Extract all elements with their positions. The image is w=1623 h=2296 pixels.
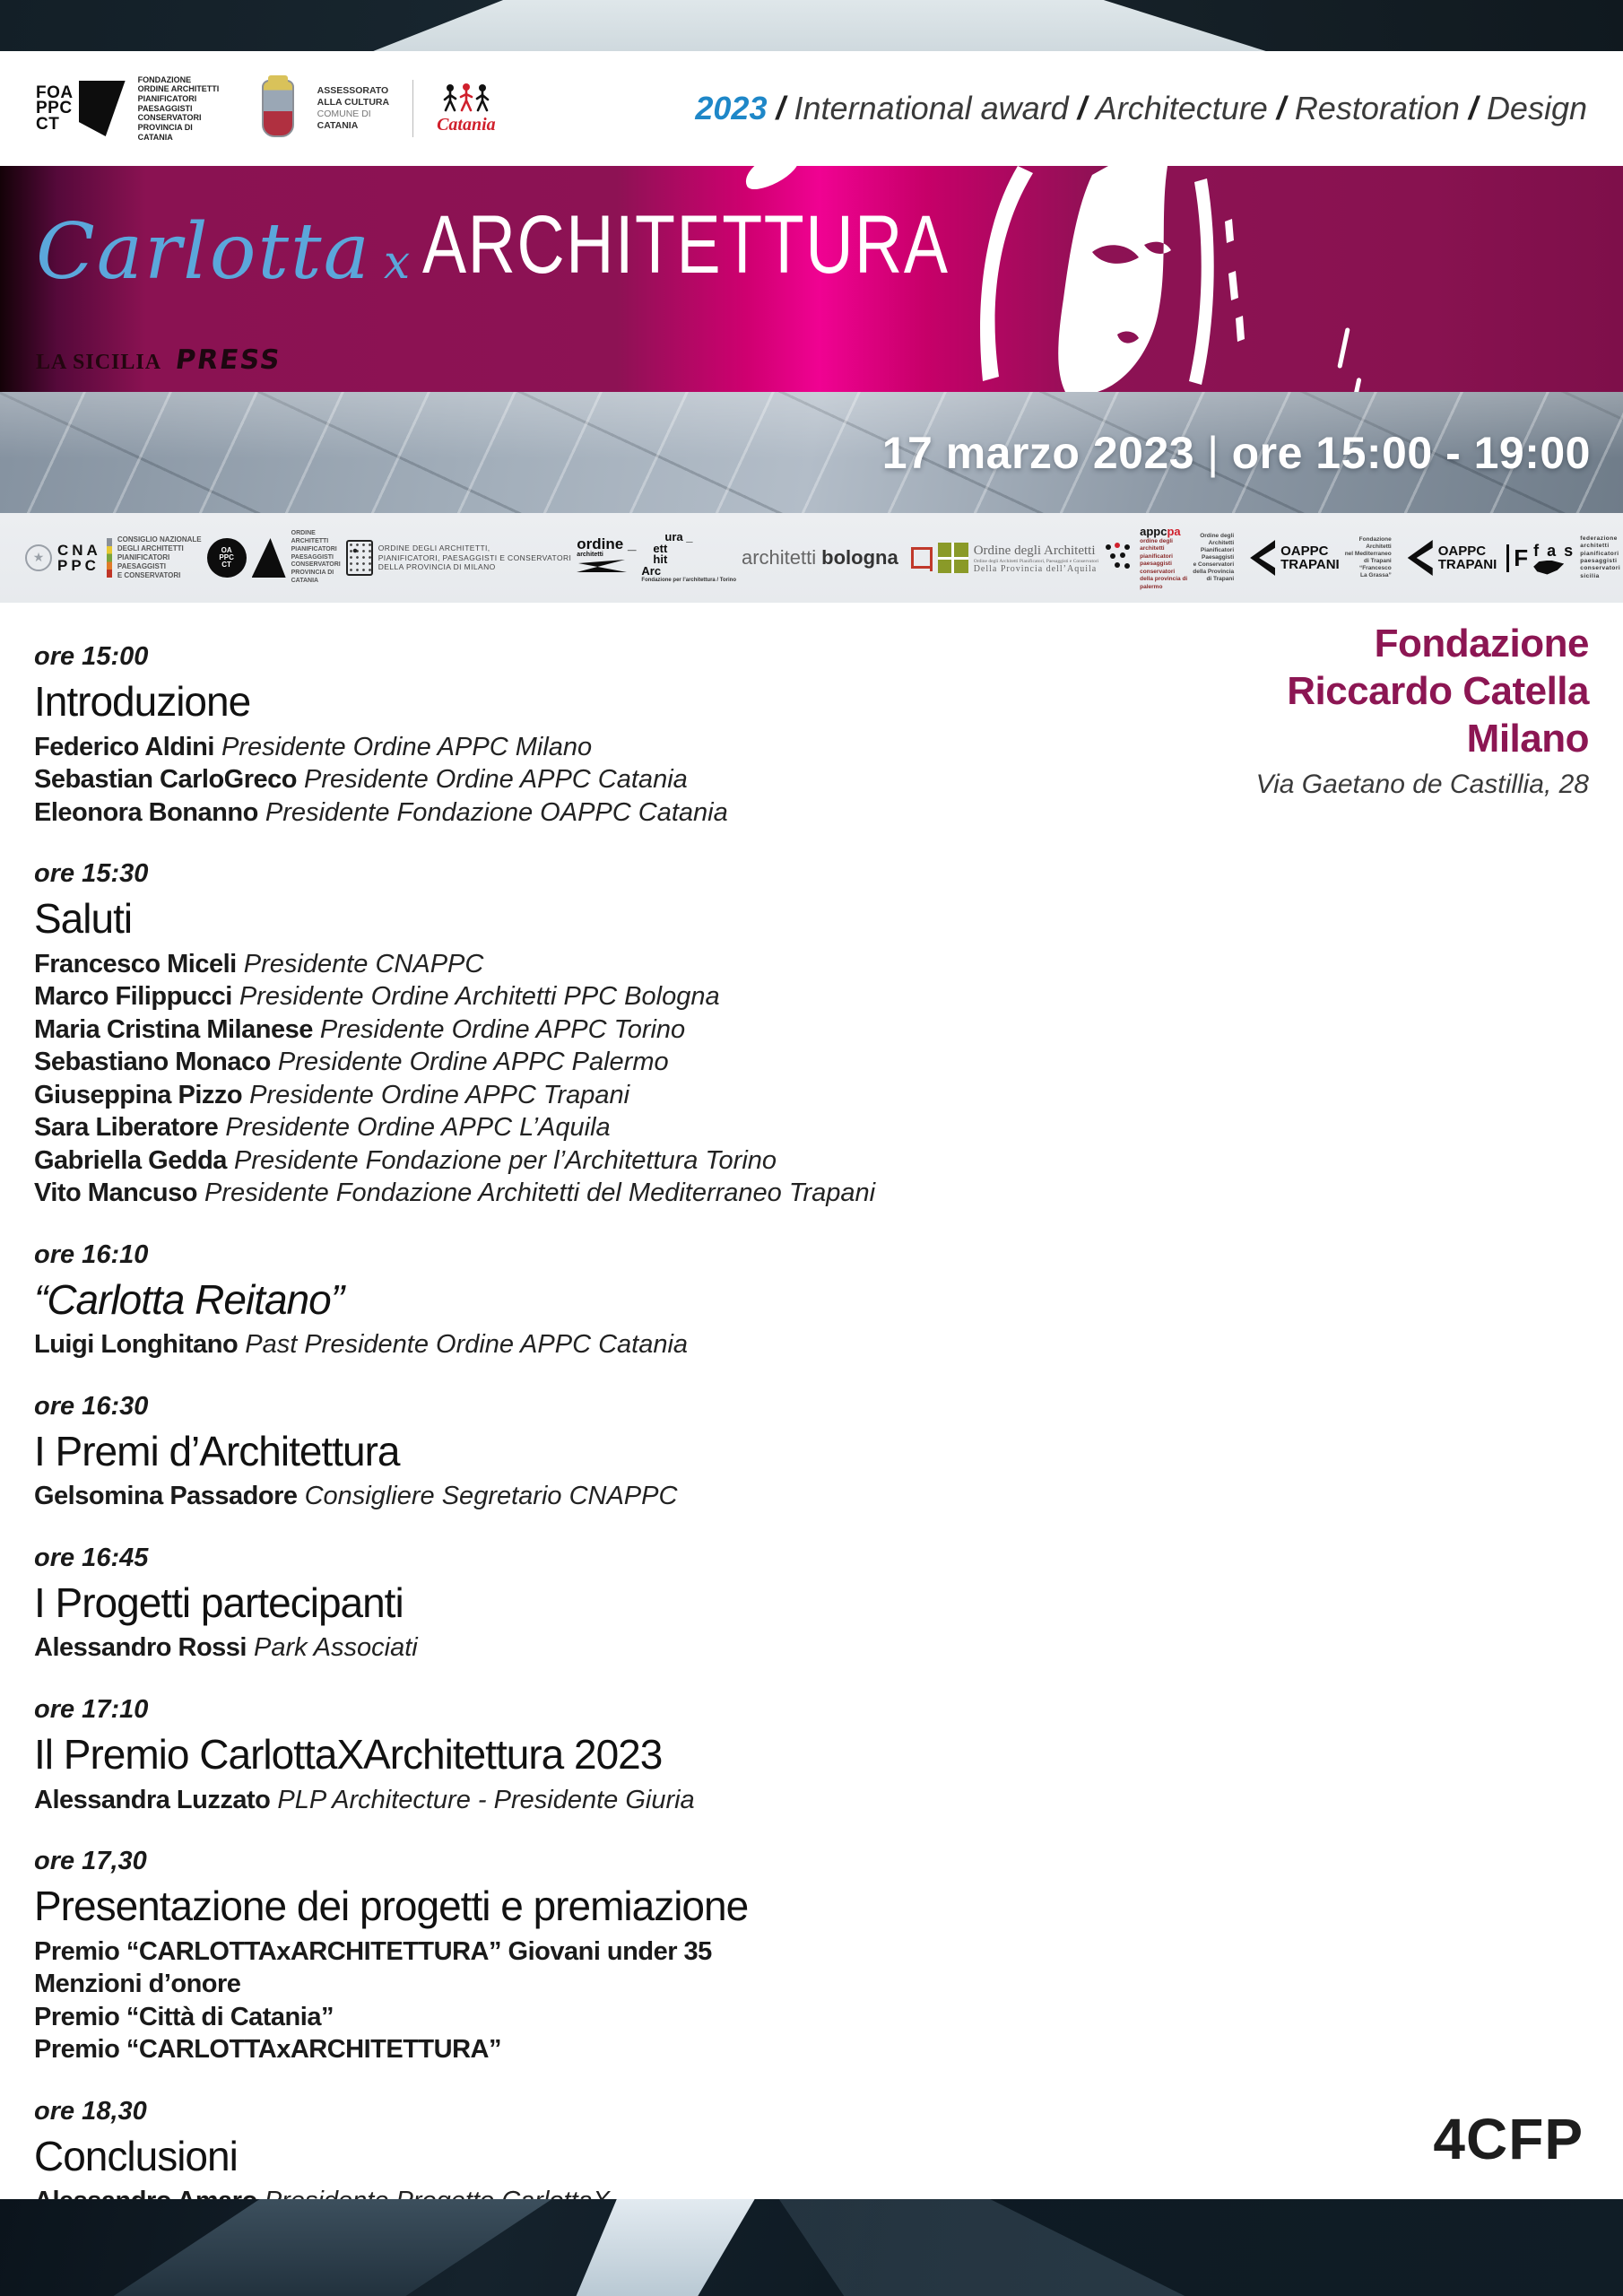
oappc-ct-text: ORDINE ARCHITETTI PIANIFICATORI PAESAGGISTI CONSERVATORI PROVINCIA DI CATANIA [291, 530, 341, 584]
cfp-credits: 4CFP [1433, 2107, 1584, 2171]
torino-ordine-sub: architetti [577, 551, 603, 558]
torino-ordine-main: ordine _ [577, 535, 637, 553]
logo-oappc-milano [346, 540, 572, 576]
speaker-role: Consigliere Segretario CNAPPC [297, 1482, 678, 1511]
bologna-bold: bologna [821, 546, 898, 569]
title-carlotta: Carlotta [36, 207, 371, 297]
venue-line: Fondazione [1374, 622, 1589, 665]
logo-cnappc [25, 535, 202, 580]
title-x: x [383, 236, 411, 290]
program-speaker [34, 980, 931, 1013]
aquila-main: Ordine degli Architetti [973, 543, 1096, 558]
speaker-name: Sebastian CarloGreco [34, 765, 297, 795]
assessorato-city: CATANIA [317, 120, 359, 132]
event-datetime [882, 427, 1591, 479]
bologna-light: architetti [741, 546, 817, 569]
program-speaker [34, 1328, 931, 1361]
program-schedule [34, 642, 931, 2279]
tagline-slash: / [1077, 90, 1087, 126]
program-speaker [34, 948, 931, 981]
logo-ordine-architetti-torino [577, 537, 636, 578]
foappcct-logo-name: FONDAZIONE ORDINE ARCHITETTI PIANIFICATORI PAESAGGISTI CONSERVATORI PROVINCIA DI CATANIA [137, 74, 220, 142]
top-photo-strip [0, 0, 1623, 51]
program-speaker [34, 1177, 931, 1210]
fas-text: federazione architetti pianificatori paesaggisti conservatori sicilia [1580, 535, 1621, 579]
program-speaker [34, 1111, 931, 1144]
tagline-year: 2023 [695, 90, 768, 126]
speaker-role: Presidente Ordine APPC L’Aquila [218, 1113, 611, 1143]
tagline-slash: / [776, 90, 785, 126]
speaker-name: Marco Filippucci [34, 982, 232, 1012]
tagline-slash: / [1276, 90, 1286, 126]
appcpa-text: ordine degli architetti pianificatori paesaggisti conservatori della provincia di palermo [1140, 537, 1188, 590]
program-title: Conclusioni [34, 2132, 238, 2179]
fond-trapani-main: OAPPC TRAPANI [1437, 544, 1497, 572]
program-time: ore 15:30 [34, 859, 149, 889]
award-line: Premio “Città di Catania” [34, 2002, 334, 2031]
tagline-item: Design [1486, 90, 1587, 126]
speaker-role: Presidente CNAPPC [236, 949, 484, 978]
oappc-ct-circle-icon: OA PPC CT [207, 538, 247, 578]
fond-tor-l1: ura _ [664, 530, 693, 544]
venue-line: Riccardo Catella [1287, 668, 1589, 713]
streak [1337, 327, 1350, 369]
speaker-name: Francesco Miceli [34, 949, 237, 978]
speaker-name: Eleonora Bonanno [34, 797, 258, 827]
program-time: ore 16:30 [34, 1391, 149, 1421]
title-banner [0, 166, 1623, 392]
award-line: Menzioni d’onore [34, 1970, 241, 1999]
header-logo-bar [0, 51, 1623, 166]
bologna-square-icon [911, 547, 933, 569]
edition-tagline [695, 90, 1587, 127]
event-date: 17 marzo 2023 [881, 427, 1195, 478]
speaker-name: Alessandro Rossi [34, 1633, 247, 1663]
program-speaker [34, 763, 931, 796]
speaker-name: Luigi Longhitano [34, 1330, 239, 1360]
logo-appcpa-palermo [1104, 525, 1187, 591]
fond-trapani-suffix: F [1506, 544, 1528, 572]
trapani-arrow-icon [1239, 540, 1275, 576]
petal-shape [740, 166, 803, 196]
program-title: Introduzione [34, 678, 251, 725]
title-architettura: ARCHITETTURA [422, 199, 950, 291]
program-time: ore 18,30 [34, 2096, 147, 2126]
program-speaker [34, 1079, 931, 1112]
event-time: ore 15:00 - 19:00 [1231, 427, 1591, 478]
streak [1351, 378, 1362, 392]
fond-tor-l4: Arc [641, 563, 662, 578]
catania-coat-of-arms-icon [262, 80, 294, 137]
tagline-slash: / [1468, 90, 1478, 126]
speaker-name: Vito Mancuso [34, 1178, 197, 1208]
program-speaker [34, 1480, 931, 1513]
cnappc-color-bar-icon [107, 538, 112, 578]
aquila-mid: Ordine degli Architetti Pianificatori, Paesaggisti e Conservatori [973, 558, 1099, 564]
program-time: ore 17:10 [34, 1695, 149, 1725]
program-speaker [34, 796, 931, 830]
speaker-role: Presidente Fondazione OAPPC Catania [257, 797, 728, 827]
fond-trapani-arrow-icon [1397, 540, 1433, 576]
award-line: Premio “CARLOTTAxARCHITETTURA” Giovani under 35 [34, 1936, 712, 1966]
program-speaker [34, 1144, 931, 1178]
bottom-photo-strip [0, 2199, 1623, 2296]
program-section [34, 642, 931, 829]
cnappc-acronym: CNA PPC [57, 542, 101, 574]
program-time: ore 16:45 [34, 1543, 149, 1572]
program-speaker [34, 731, 931, 764]
aquila-grid-icon [938, 543, 968, 573]
appcpa-main: appc [1140, 524, 1167, 538]
venue-address: Via Gaetano de Castillia, 28 [1255, 770, 1589, 800]
catania-figures-logo [437, 83, 496, 135]
foappcct-triangle-icon [79, 81, 126, 136]
press-logo: PRESS [173, 344, 283, 376]
trapani-text: Ordine degli Architetti Pianificatori Paesaggisti e Conservatori della Provincia di Trapani [1193, 532, 1235, 583]
la-sicilia-logo: LA SICILIA [36, 351, 162, 374]
program-time: ore 17,30 [34, 1847, 147, 1876]
speaker-role: Past Presidente Ordine APPC Catania [238, 1330, 689, 1360]
speaker-name: Sara Liberatore [34, 1113, 219, 1143]
program-section [34, 1695, 931, 1816]
speaker-name: Gabriella Gedda [34, 1145, 227, 1175]
zigzag-icon [577, 558, 627, 574]
program-section [34, 1392, 931, 1513]
speaker-name: Giuseppina Pizzo [34, 1080, 243, 1109]
program-section [34, 1240, 931, 1361]
speaker-role: Presidente Ordine APPC Trapani [242, 1080, 630, 1109]
program-time: ore 15:00 [34, 642, 149, 671]
logo-fondazione-architettura-torino [641, 532, 736, 583]
partner-logo-strip [0, 513, 1623, 603]
program-speaker [34, 1013, 931, 1047]
milano-stamp-icon [346, 540, 373, 576]
event-title [36, 198, 1081, 297]
date-separator: | [1207, 427, 1219, 478]
speaker-role: Presidente Ordine APPC Palermo [270, 1048, 669, 1077]
speaker-name: Federico Aldini [34, 732, 214, 761]
fond-trapani-text: Fondazione Architetti nel Mediterraneo di Trapani “Francesco La Grassa” [1344, 535, 1392, 579]
logo-architettibologna [742, 546, 933, 570]
assessorato-body: COMUNE DI [317, 109, 371, 119]
program-speaker [34, 1784, 931, 1817]
media-partners [36, 344, 282, 376]
logo-oappc-trapani [1193, 533, 1339, 584]
sicily-silhouette-icon [1533, 561, 1564, 575]
logo-fas-sicilia [1533, 535, 1620, 581]
speaker-name: Sebastiano Monaco [34, 1048, 271, 1077]
program-time: ore 16:10 [34, 1239, 149, 1269]
speaker-role: Presidente Fondazione Architetti del Mediterraneo Trapani [197, 1178, 876, 1208]
appcpa-accent: pa [1167, 524, 1181, 538]
speaker-role: Presidente Fondazione per l’Architettura Torino [226, 1145, 777, 1175]
speaker-name: Alessandra Luzzato [34, 1785, 271, 1814]
fond-tor-l3: hit [653, 552, 668, 567]
logo-oappc-catania [207, 530, 341, 585]
speaker-name: Gelsomina Passadore [34, 1482, 298, 1511]
program-section [34, 1847, 931, 2066]
program-section [34, 859, 931, 1210]
venue-line: Milano [1466, 716, 1589, 761]
speaker-name: Maria Cristina Milanese [34, 1014, 313, 1044]
cnappc-text: CONSIGLIO NAZIONALE DEGLI ARCHITETTI PIANIFICATORI PAESAGGISTI E CONSERVATORI [117, 535, 202, 579]
program-title: I Progetti partecipanti [34, 1578, 404, 1626]
program-section [34, 1544, 931, 1665]
speaker-role: Presidente Ordine APPC Torino [312, 1014, 686, 1044]
program-title: Presentazione dei progetti e premiazione [34, 1883, 749, 1930]
speaker-role: Presidente Ordine APPC Catania [297, 765, 688, 795]
fond-tor-l2: ett [653, 541, 668, 555]
header-divider [412, 80, 413, 137]
dots-cluster-icon [1104, 542, 1134, 574]
speaker-role: PLP Architecture - Presidente Giuria [270, 1785, 695, 1814]
program-speaker [34, 1046, 931, 1079]
oappc-ct-triangle-icon [252, 538, 286, 578]
dancing-figures-icon [441, 83, 491, 113]
award-line: Premio “CARLOTTAxARCHITETTURA” [34, 2035, 501, 2065]
logo-oappc-aquila [938, 543, 1098, 574]
program-speaker [34, 1631, 931, 1665]
speaker-role: Presidente Ordine APPC Milano [213, 732, 593, 761]
assessorato-label [317, 85, 389, 133]
foappcct-logo-acronym: FOA PPC CT [36, 83, 74, 134]
assessorato-dept: ASSESSORATO ALLA CULTURA [317, 84, 390, 108]
program-title: Il Premio CarlottaXArchitettura 2023 [34, 1731, 663, 1779]
program-title: Saluti [34, 895, 133, 943]
logo-fondazione-trapani [1345, 536, 1528, 580]
portrait-carlotta [933, 166, 1309, 392]
italy-emblem-icon [25, 544, 52, 571]
tagline-item: International award [794, 90, 1069, 126]
program-content [0, 603, 1623, 2199]
program-title: I Premi d’Architettura [34, 1427, 400, 1474]
venue-block [1256, 621, 1589, 800]
fas-main: f a s [1533, 541, 1575, 560]
catania-logo-text: Catania [437, 114, 496, 135]
program-title: “Carlotta Reitano” [34, 1275, 344, 1323]
trapani-main: OAPPC TRAPANI [1280, 544, 1340, 572]
tagline-item: Architecture [1095, 90, 1268, 126]
fond-tor-sub: Fondazione per l’architettura / Torino [641, 577, 736, 583]
date-strip [0, 392, 1623, 513]
milano-text: ORDINE DEGLI ARCHITETTI, PIANIFICATORI, PAESAGGISTI E CONSERVATORI DELLA PROVINCIA DI MILANO [378, 544, 572, 572]
speaker-role: Park Associati [246, 1633, 418, 1663]
speaker-role: Presidente Ordine Architetti PPC Bologna [231, 982, 720, 1012]
tagline-item: Restoration [1294, 90, 1460, 126]
aquila-sub: Della Provincia dell’Aquila [973, 563, 1098, 574]
